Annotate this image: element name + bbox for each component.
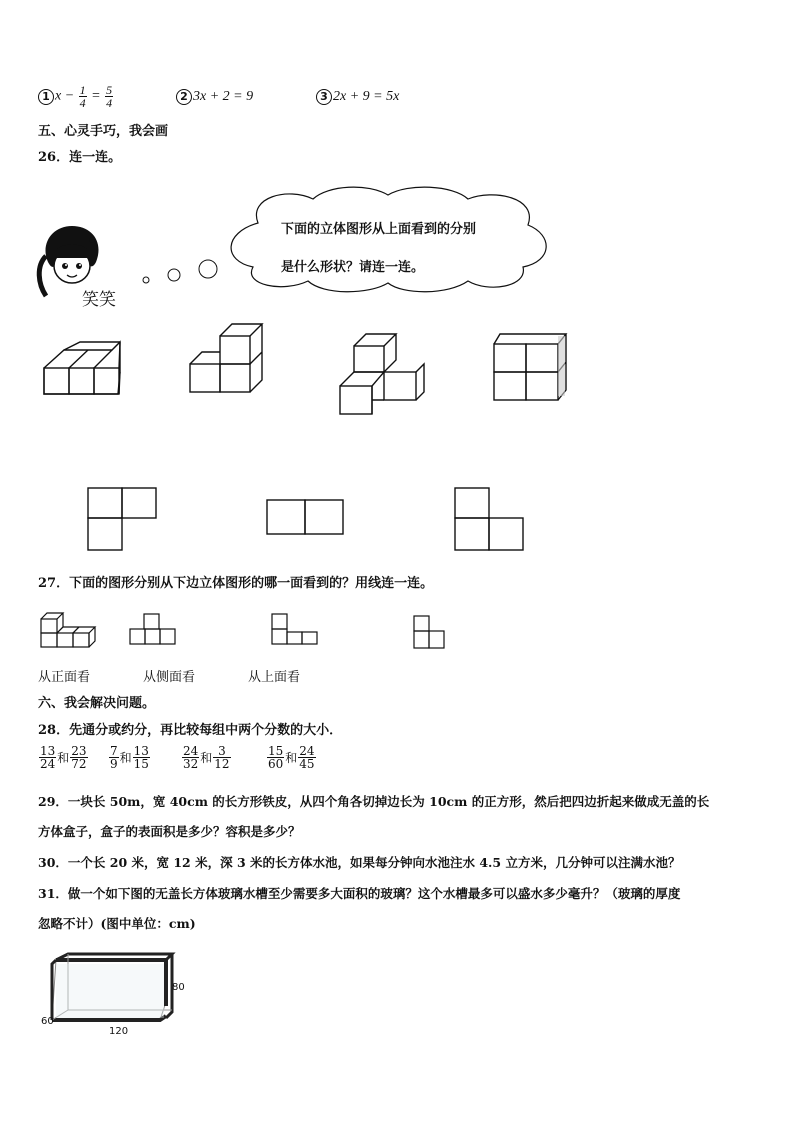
view-label-side: 从侧面看	[143, 670, 196, 685]
view-shape-a	[128, 612, 178, 648]
fraction-pair-1: $\frac{13}{24}$ 和 $\frac{23}{72}$	[40, 744, 87, 771]
bubble-text-line2: 是什么形状？请连一连。	[281, 260, 425, 275]
tank-height-label: 80	[172, 982, 185, 993]
fraction-pair-2: $\frac{7}{9}$ 和 $\frac{13}{15}$	[110, 744, 149, 771]
q27-solid-figure	[38, 605, 104, 651]
q28-title: 28．先通分或约分，再比较每组中两个分数的大小．	[38, 723, 343, 738]
section-6-title: 六、我会解决问题。	[38, 696, 156, 711]
equals-sign: =	[91, 88, 101, 104]
q31-line1: 31．做一个如下图的无盖长方体玻璃水槽至少需要多大面积的玻璃？这个水槽最多可以盛水多少毫升？（玻璃的厚度	[38, 886, 681, 901]
q26-title: 26．连一连。	[38, 150, 122, 165]
circle-number-1: 1	[38, 89, 54, 105]
bubble-text-line1: 下面的立体图形从上面看到的分别	[281, 222, 477, 237]
q29-line2: 方体盒子，盒子的表面积是多少？容积是多少？	[38, 824, 301, 839]
fraction-5-4: $\frac{5}{4}$	[106, 83, 113, 110]
girl-label: 笑笑	[82, 290, 116, 309]
solid-figure-4	[490, 330, 570, 404]
tank-width-label: 60	[41, 1016, 54, 1027]
q30-line1: 30．一个长 20 米，宽 12 米，深 3 米的长方体水池，如果每分钟向水池注水 4.5 立方米，几分钟可以注满水池？	[38, 855, 681, 870]
circle-number-2: 2	[176, 89, 192, 105]
fraction-1-4: $\frac{1}{4}$	[79, 83, 86, 110]
top-view-shape-1	[86, 486, 158, 552]
view-shape-b	[270, 612, 320, 648]
fraction-pair-4: $\frac{15}{60}$ 和 $\frac{24}{45}$	[268, 744, 315, 771]
glass-tank-figure	[48, 950, 174, 1026]
thought-bubbles	[140, 258, 220, 288]
section-5-title: 五、心灵手巧，我会画	[38, 124, 169, 139]
view-shape-c	[412, 612, 448, 652]
q29-line1: 29．一块长 50m，宽 40cm 的长方形铁皮，从四个角各切掉边长为 10cm 的正方形，然后把四边折起来做成无盖的长	[38, 794, 710, 809]
tank-length-label: 120	[109, 1026, 129, 1037]
equation-2: 2 3x + 2 = 9	[176, 89, 253, 105]
q27-title: 27．下面的图形分别从下边立体图形的哪一面看到的？用线连一连。	[38, 576, 434, 591]
top-view-shape-2	[265, 498, 347, 538]
fraction-pair-3: $\frac{24}{32}$ 和 $\frac{3}{12}$	[183, 744, 230, 771]
view-label-top: 从上面看	[248, 670, 301, 685]
solid-figure-1	[40, 338, 130, 398]
solid-figure-2	[186, 320, 266, 396]
top-view-shape-3	[453, 486, 527, 552]
circle-number-3: 3	[316, 89, 332, 105]
view-label-front: 从正面看	[38, 670, 91, 685]
solid-figure-3	[336, 330, 432, 418]
q31-line2: 忽略不计）(图中单位：cm)	[38, 916, 196, 931]
equation-3: 3 2x + 9 = 5x	[316, 89, 399, 105]
equation-1-left: x −	[55, 88, 75, 104]
cloud-speech-bubble	[218, 183, 558, 295]
equation-1	[38, 84, 114, 109]
